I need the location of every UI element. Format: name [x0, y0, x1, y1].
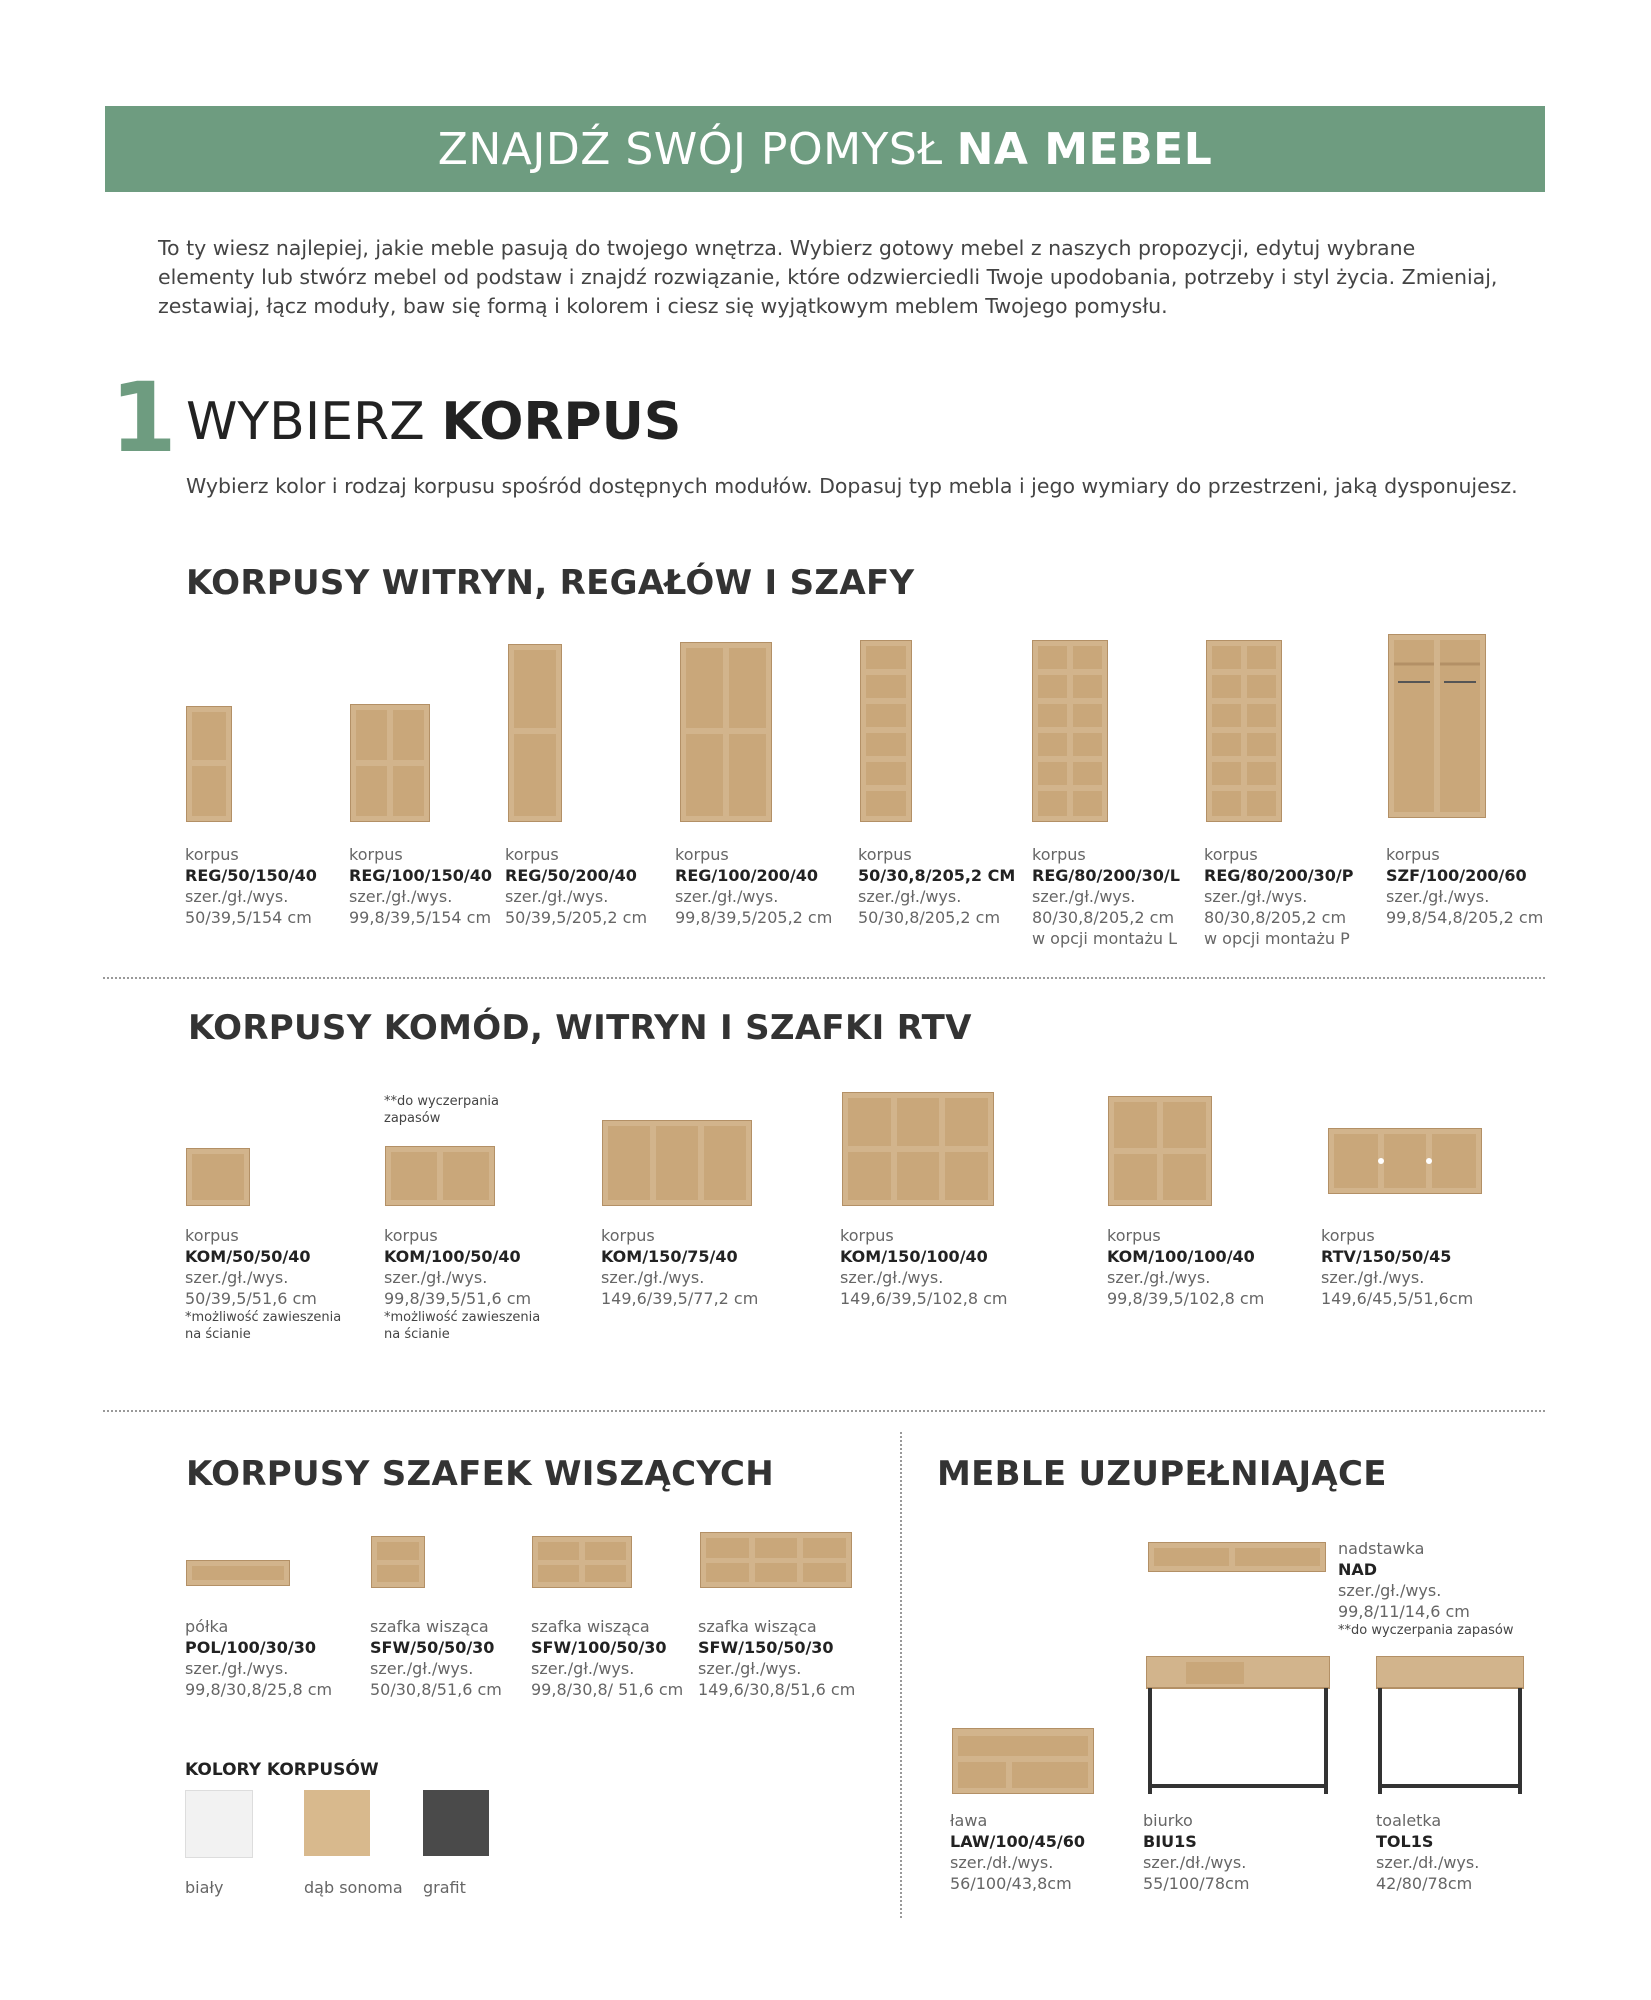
product-kom-150-75-40: [601, 1225, 758, 1309]
dims-value: 50/39,5/205,2 cm: [505, 908, 648, 927]
product-type: półka: [185, 1617, 229, 1636]
product-nad: [1338, 1538, 1538, 1639]
dims-label: szer./gł./wys.: [675, 887, 779, 906]
product-code: LAW/100/45/60: [950, 1832, 1085, 1851]
dims-value: 99,8/39,5/205,2 cm: [675, 908, 833, 927]
product-sfw-100-50-30: [531, 1616, 683, 1700]
dims-value: 50/39,5/154 cm: [185, 908, 312, 927]
product-reg-80-200-30-p: [1204, 844, 1353, 949]
product-tol1s: [1376, 1810, 1479, 1894]
product-type: korpus: [185, 1226, 239, 1245]
wall-mount-note: *możliwość zawieszenia na ścianie: [384, 1310, 541, 1342]
dims-value: 149,6/39,5/77,2 cm: [601, 1289, 759, 1308]
bookcase-1col-icon: [186, 706, 232, 822]
product-sfw-50-50-30: [370, 1616, 502, 1700]
dims-label: szer./gł./wys.: [505, 887, 609, 906]
swatch-label-white: biały: [185, 1878, 224, 1897]
product-type: biurko: [1143, 1811, 1193, 1830]
step-title-light: WYBIERZ: [186, 392, 425, 452]
dims-label: szer./dł./wys.: [1143, 1853, 1247, 1872]
product-code: SZF/100/200/60: [1386, 866, 1527, 885]
product-type: korpus: [1107, 1226, 1161, 1245]
dims-value: 80/30,8/205,2 cm: [1032, 908, 1175, 927]
narrow-shelf-tower-icon: [860, 640, 912, 822]
product-code: NAD: [1338, 1560, 1378, 1579]
dims-label: szer./dł./wys.: [950, 1853, 1054, 1872]
product-type: korpus: [505, 845, 559, 864]
product-type: ława: [950, 1811, 988, 1830]
dims-value: 99,8/11/14,6 cm: [1338, 1602, 1470, 1621]
product-code: KOM/150/75/40: [601, 1247, 738, 1266]
dims-value: 99,8/30,8/ 51,6 cm: [531, 1680, 684, 1699]
product-type: korpus: [384, 1226, 438, 1245]
section-title-extra: MEBLE UZUPEŁNIAJĄCE: [937, 1454, 1387, 1494]
dims-label: szer./gł./wys.: [698, 1659, 802, 1678]
product-type: korpus: [1386, 845, 1440, 864]
product-sfw-150-50-30: [698, 1616, 855, 1700]
dims-value: 99,8/39,5/102,8 cm: [1107, 1289, 1265, 1308]
product-code: TOL1S: [1376, 1832, 1434, 1851]
section-divider: [103, 977, 1545, 979]
dims-label: szer./gł./wys.: [1321, 1268, 1425, 1287]
dims-label: szer./gł./wys.: [185, 1659, 289, 1678]
product-code: KOM/50/50/40: [185, 1247, 311, 1266]
wall-cabinet-small-icon: [371, 1536, 425, 1588]
section-title-tall: KORPUSY WITRYN, REGAŁÓW I SZAFY: [186, 563, 915, 603]
product-type: korpus: [675, 845, 729, 864]
dims-label: szer./gł./wys.: [840, 1268, 944, 1287]
dims-value: 56/100/43,8cm: [950, 1874, 1072, 1893]
product-50-30-205: [858, 844, 1015, 928]
mount-note: w opcji montażu P: [1204, 929, 1350, 948]
product-type: korpus: [185, 845, 239, 864]
wall-shelf-icon: [186, 1560, 290, 1586]
dims-label: szer./gł./wys.: [370, 1659, 474, 1678]
six-cube-cabinet-icon: [842, 1092, 994, 1206]
swatch-white: [185, 1790, 253, 1858]
dims-label: szer./gł./wys.: [601, 1268, 705, 1287]
dims-value: 149,6/39,5/102,8 cm: [840, 1289, 1008, 1308]
product-type: nadstawka: [1338, 1539, 1425, 1558]
product-type: korpus: [1032, 845, 1086, 864]
tall-bookcase-2col-icon: [680, 642, 772, 822]
tv-stand-icon: [1328, 1128, 1482, 1194]
dims-value: 50/39,5/51,6 cm: [185, 1289, 317, 1308]
mount-note: w opcji montażu L: [1032, 929, 1178, 948]
product-type: szafka wisząca: [370, 1617, 489, 1636]
dressing-table-icon: [1376, 1656, 1524, 1796]
product-kom-150-100-40: [840, 1225, 1007, 1309]
banner-title-bold: NA MEBEL: [956, 123, 1213, 175]
product-code: SFW/100/50/30: [531, 1638, 667, 1657]
section-title-low: KORPUSY KOMÓD, WITRYN I SZAFKI RTV: [188, 1008, 972, 1048]
stock-note: **do wyczerpania zapasów: [384, 1094, 500, 1126]
dims-label: szer./gł./wys.: [185, 887, 289, 906]
stock-note: **do wyczerpania zapasów: [1338, 1623, 1514, 1638]
cube-shelf-left-icon: [1032, 640, 1108, 822]
wardrobe-icon: [1388, 634, 1486, 818]
product-reg-50-150-40: [185, 844, 317, 928]
product-type: korpus: [858, 845, 912, 864]
swatch-label-sonoma-oak: dąb sonoma: [304, 1878, 403, 1897]
product-biu1s: [1143, 1810, 1249, 1894]
product-law-100-45-60: [950, 1810, 1085, 1894]
dims-value: 99,8/54,8/205,2 cm: [1386, 908, 1544, 927]
dims-label: szer./gł./wys.: [531, 1659, 635, 1678]
coffee-table-icon: [952, 1728, 1094, 1794]
double-cube-cabinet-icon: [385, 1146, 495, 1206]
dims-value: 50/30,8/205,2 cm: [858, 908, 1001, 927]
dims-value: 149,6/30,8/51,6 cm: [698, 1680, 856, 1699]
product-kom-50-50-40: [185, 1225, 360, 1343]
dims-value: 99,8/39,5/154 cm: [349, 908, 492, 927]
dims-value: 99,8/39,5/51,6 cm: [384, 1289, 532, 1308]
product-type: korpus: [601, 1226, 655, 1245]
product-type: korpus: [1321, 1226, 1375, 1245]
product-type: korpus: [1204, 845, 1258, 864]
product-reg-100-200-40: [675, 844, 832, 928]
product-type: szafka wisząca: [531, 1617, 650, 1636]
shelf-top-unit-icon: [1148, 1542, 1326, 1572]
step-description: Wybierz kolor i rodzaj korpusu spośród dostępnych modułów. Dopasuj typ mebla i jego wymiary do przestrzeni, jaką dysponujesz.: [186, 474, 1518, 498]
product-szf-100-200-60: [1386, 844, 1543, 928]
product-code: KOM/100/100/40: [1107, 1247, 1255, 1266]
product-code: SFW/50/50/30: [370, 1638, 495, 1657]
product-code: REG/80/200/30/L: [1032, 866, 1180, 885]
dims-label: szer./gł./wys.: [1386, 887, 1490, 906]
step-title-bold: KORPUS: [441, 392, 682, 452]
dims-label: szer./gł./wys.: [1032, 887, 1136, 906]
dims-label: szer./gł./wys.: [1204, 887, 1308, 906]
product-code: POL/100/30/30: [185, 1638, 316, 1657]
section-divider: [103, 1410, 1545, 1412]
product-code: REG/100/150/40: [349, 866, 492, 885]
bookcase-2col-icon: [350, 704, 430, 822]
product-kom-100-50-40: [384, 1225, 559, 1343]
product-kom-100-100-40: [1107, 1225, 1264, 1309]
product-code: SFW/150/50/30: [698, 1638, 834, 1657]
section-title-wall: KORPUSY SZAFEK WISZĄCYCH: [186, 1454, 775, 1494]
dims-label: szer./gł./wys.: [858, 887, 962, 906]
dims-label: szer./gł./wys.: [1107, 1268, 1211, 1287]
wide-low-cabinet-icon: [602, 1120, 752, 1206]
product-code: KOM/150/100/40: [840, 1247, 988, 1266]
product-reg-80-200-30-l: [1032, 844, 1180, 949]
four-cube-cabinet-icon: [1108, 1096, 1212, 1206]
dims-value: 55/100/78cm: [1143, 1874, 1250, 1893]
product-code: KOM/100/50/40: [384, 1247, 521, 1266]
dims-label: szer./gł./wys.: [349, 887, 453, 906]
product-code: RTV/150/50/45: [1321, 1247, 1452, 1266]
dims-value: 149,6/45,5/51,6cm: [1321, 1289, 1474, 1308]
step-number: 1: [110, 362, 177, 474]
swatch-sonoma-oak: [304, 1790, 370, 1856]
product-type: korpus: [840, 1226, 894, 1245]
intro-paragraph: To ty wiesz najlepiej, jakie meble pasują do twojego wnętrza. Wybierz gotowy mebel z naszych propozycji, edytuj wybrane elementy lub stwórz mebel od podstaw i znajdź rozwiązanie, które odzwierciedli Twoje upodobania, potrzeby i styl życia. Zmieniaj, zestawiaj, łącz moduły, baw się formą i kolorem i ciesz się wyjątkowym meblem Twojego pomysłu.: [158, 236, 1498, 318]
dims-value: 80/30,8/205,2 cm: [1204, 908, 1347, 927]
dims-label: szer./gł./wys.: [384, 1268, 488, 1287]
tall-bookcase-1col-icon: [508, 644, 562, 822]
product-code: REG/50/150/40: [185, 866, 317, 885]
swatch-label-graphite: grafit: [423, 1878, 466, 1897]
wall-cabinet-large-icon: [700, 1532, 852, 1588]
product-code: 50/30,8/205,2 CM: [858, 866, 1016, 885]
product-code: REG/80/200/30/P: [1204, 866, 1354, 885]
page-banner: [105, 106, 1545, 192]
dims-label: szer./dł./wys.: [1376, 1853, 1480, 1872]
wall-cabinet-medium-icon: [532, 1536, 632, 1588]
product-type: szafka wisząca: [698, 1617, 817, 1636]
product-code: REG/100/200/40: [675, 866, 818, 885]
cube-shelf-right-icon: [1206, 640, 1282, 822]
dims-value: 50/30,8/51,6 cm: [370, 1680, 502, 1699]
product-type: korpus: [349, 845, 403, 864]
desk-icon: [1146, 1656, 1330, 1796]
banner-title-light: ZNAJDŹ SWÓJ POMYSŁ: [437, 123, 943, 175]
product-rtv-150-50-45: [1321, 1225, 1473, 1309]
product-type: toaletka: [1376, 1811, 1442, 1830]
colors-title: KOLORY KORPUSÓW: [185, 1760, 379, 1780]
product-code: BIU1S: [1143, 1832, 1197, 1851]
product-reg-100-150-40: [349, 844, 492, 928]
dims-value: 42/80/78cm: [1376, 1874, 1473, 1893]
dims-label: szer./gł./wys.: [1338, 1581, 1442, 1600]
product-pol-100-30-30: [185, 1616, 332, 1700]
product-reg-50-200-40: [505, 844, 647, 928]
dims-label: szer./gł./wys.: [185, 1268, 289, 1287]
swatch-graphite: [423, 1790, 489, 1856]
column-divider: [900, 1432, 902, 1918]
step-title: [186, 392, 682, 452]
product-code: REG/50/200/40: [505, 866, 637, 885]
wall-mount-note: *możliwość zawieszenia na ścianie: [185, 1310, 342, 1342]
cube-cabinet-icon: [186, 1148, 250, 1206]
dims-value: 99,8/30,8/25,8 cm: [185, 1680, 333, 1699]
